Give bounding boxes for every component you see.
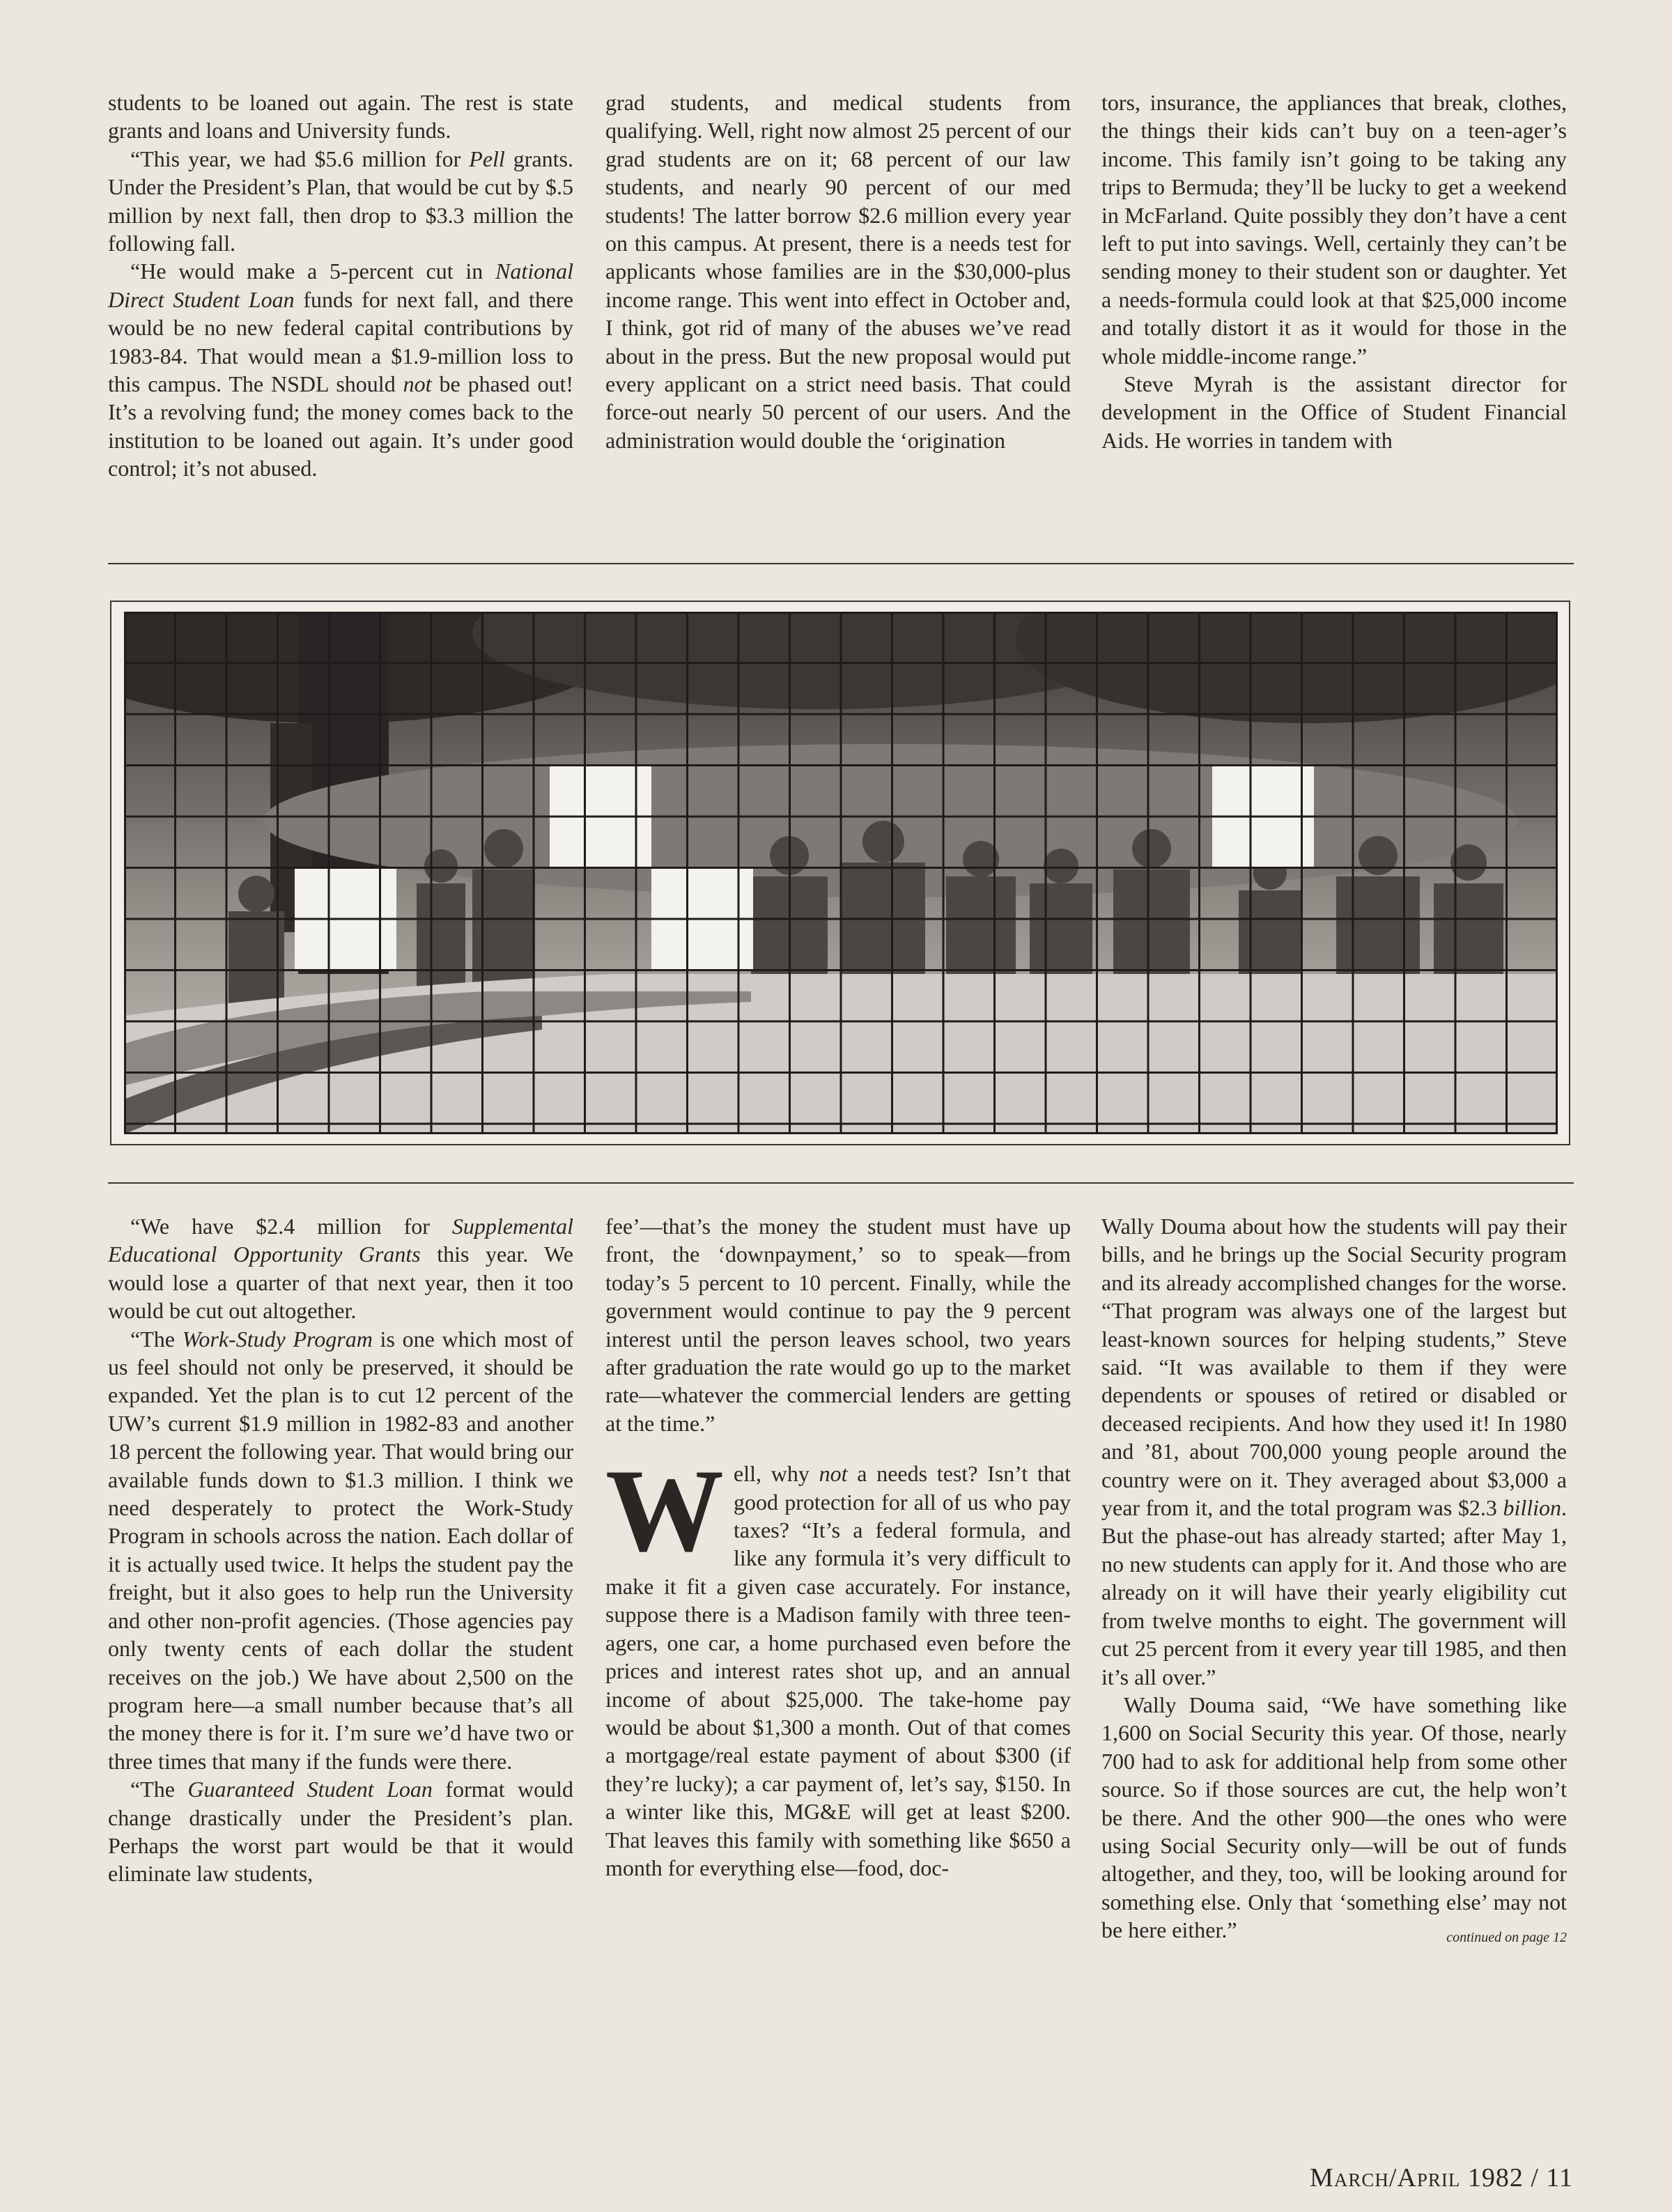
paragraph: Wally Douma about how the students will pay their bills, and he brings up the Social Security program and its already accomplished changes for the worse. “That program was always one of the largest but least-known sources for helping students,” Steve said. “It was available to them if they were dependents or spouses of retired or disabled or deceased recipients. And how they used it! In 1980 and ’81, about 700,000 young people around the country were on it. They averaged about $3,000 a year from it, and the total program was $2.3 billion. But the phase-out has already started; after May 1, no new students can apply for it. And those who are already on it will have their yearly eligibility cut from twelve months to eight. The government will cut 25 percent from it every year till 1985, and then it’s all over.” bbox=[1101, 1214, 1567, 1689]
column-3 bbox=[1101, 88, 1567, 454]
photo-grid-icon bbox=[124, 612, 1558, 1134]
paragraph: Steve Myrah is the assistant director for development in the Office of Student Financial Aids. He worries in tandem with bbox=[1101, 371, 1567, 453]
photo-frame bbox=[110, 601, 1570, 1145]
paragraph: “This year, we had $5.6 million for Pell grants. Under the President’s Plan, that would be cut by $.5 million by next fall, then drop to $3.3 million the following fall. bbox=[108, 146, 574, 256]
divider-bottom bbox=[108, 1182, 1574, 1184]
folio-year-page: 1982 / 11 bbox=[1460, 2163, 1573, 2192]
photo-illustration bbox=[124, 612, 1558, 1134]
page-folio bbox=[1310, 2163, 1573, 2193]
paragraph: “He would make a 5-percent cut in National Direct Student Loan funds for next fall, and there would be no new federal capital contributions by 1983-84. That would mean a $1.9-million loss to this campus. The NSDL should not be phased out! It’s a revolving fund; the money comes back to the institution to be loaned out again. It’s under good control; it’s not abused. bbox=[108, 258, 574, 481]
divider-top bbox=[108, 563, 1574, 564]
paragraph: Well, why not a needs test? Isn’t that good protection for all of us who pay taxes? “It’s a federal formula, and like any formula it’s very difficult to make it fit a given case accurately. For instance, suppose there is a Madison family with three teen-agers, one car, a home purchased even before the prices and interest rates shot up, and an annual income of about $25,000. The take-home pay would be about $1,300 a month. Out of that comes a mortgage/real estate payment of about $300 (if they’re lucky); a car payment of, let’s say, $150. In a winter like this, MG&E will get at least $200. That leaves this family with something like $650 a month for everything else—food, doc- bbox=[605, 1445, 1071, 1880]
column-5 bbox=[605, 1212, 1071, 1882]
paragraph: “We have $2.4 million for Supplemental Educational Opportunity Grants this year. We would lose a quarter of that next year, then it too would be cut out altogether. bbox=[108, 1214, 574, 1324]
paragraph: “The Guaranteed Student Loan format would change drastically under the President’s plan. Perhaps the worst part would be that it would eliminate law students, bbox=[108, 1777, 573, 1887]
column-4 bbox=[108, 1212, 573, 1888]
column-2 bbox=[605, 88, 1071, 454]
paragraph: “The Work-Study Program is one which most of us feel should not only be preserved, it should be expanded. Yet the plan is to cut 12 percent of the UW’s current $1.9 million in 1982-83 and another 18 percent the following year. That would bring our available funds down to $1.3 million. I think we need desperately to protect the Work-Study Program in schools across the nation. Each dollar of it is actually used twice. It helps the student pay the freight, but it also goes to help run the University and other non-profit agencies. (Those agencies pay only twenty cents of each dollar the student receives on the job.) We have about 2,500 on the program here—a small number because that’s all the money there is for it. I’m sure we’d have two or three times that many if the funds were there. bbox=[108, 1326, 574, 1774]
paragraph: students to be loaned out again. The rest is state grants and loans and University funds. bbox=[108, 90, 573, 144]
paragraph: fee’—that’s the money the student must have up front, the ‘downpayment,’ so to speak—from today’s 5 percent to 10 percent. Finally, while the government would continue to pay the 9 percent interest until the person leaves school, two years after graduation the rate would go up to the market rate—whatever the commercial lenders are getting at the time.” bbox=[605, 1214, 1071, 1436]
column-6 bbox=[1101, 1212, 1567, 1951]
continued-note: continued on page 12 bbox=[1446, 1929, 1567, 1945]
paragraph: tors, insurance, the appliances that break, clothes, the things their kids can’t buy on a teen-ager’s income. This family isn’t going to be taking any trips to Bermuda; they’ll be lucky to get a weekend in McFarland. Quite possibly they don’t have a cent left to put into savings. Well, certainly they can’t be sending money to their student son or daughter. Yet a needs-formula could look at that $25,000 income and totally distort it as it would for those in the whole middle-income range.” bbox=[1101, 90, 1567, 369]
folio-month: March/April bbox=[1310, 2163, 1461, 2192]
drop-cap: W bbox=[605, 1445, 724, 1577]
paragraph: Wally Douma said, “We have something like 1,600 on Social Security this year. Of those, nearly 700 had to ask for additional help from some other source. So if those sources are cut, the help won’t be there. And the other 900—the ones who were using Social Security only—will be out of funds altogether, and they, too, will be looking around for something else. Only that ‘something else’ may not be here either.” bbox=[1101, 1692, 1567, 1943]
paragraph: grad students, and medical students from qualifying. Well, right now almost 25 percent of our grad students are on it; 68 percent of our law students, and nearly 90 percent of our med students! The latter borrow $2.6 million every year on this campus. At present, there is a needs test for applicants whose families are in the $30,000-plus income range. This went into effect in October and, I think, got rid of many of the abuses we’ve read about in the press. But the new proposal would put every applicant on a strict need basis. That could force-out nearly 50 percent of our users. And the administration would double the ‘origination bbox=[605, 90, 1071, 453]
column-1 bbox=[108, 88, 573, 483]
